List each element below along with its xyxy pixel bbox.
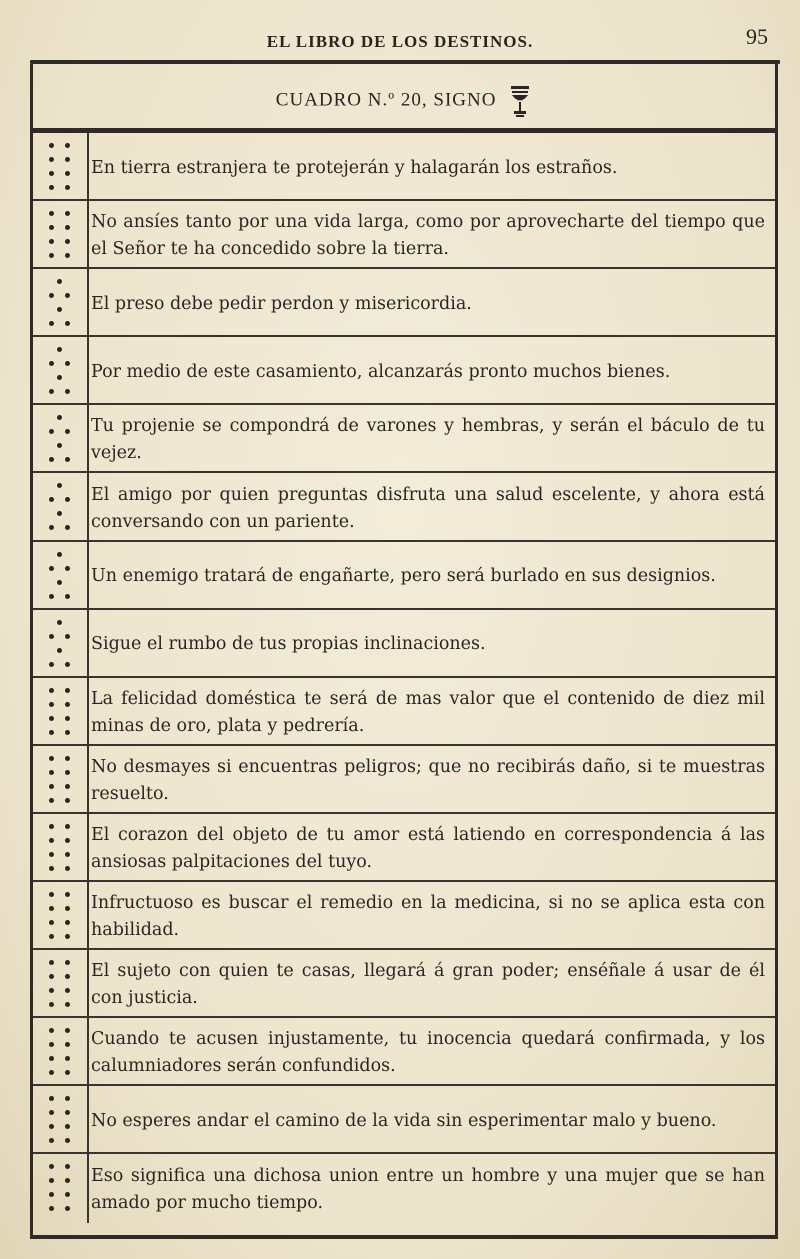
- table-row: [33, 201, 775, 269]
- oracle-answer: Un enemigo tratará de engañarte, pero será burlado en sus designios.: [91, 566, 716, 587]
- figure-dot: [65, 1042, 70, 1047]
- figure-dot: [57, 347, 62, 352]
- figure-dot: [65, 1110, 70, 1115]
- figure-dot: [49, 225, 54, 230]
- geomantic-figure: [33, 746, 89, 812]
- oracle-answer: El sujeto con quien te casas, llegará á gran poder; enséñale á usar de él con justicia.: [91, 961, 765, 1009]
- geomantic-figure: [33, 542, 89, 608]
- figure-dot: [49, 1124, 54, 1129]
- geomantic-figure: [33, 405, 89, 471]
- figure-dot: [49, 730, 54, 735]
- figure-dot: [49, 389, 54, 394]
- figure-dot: [65, 892, 70, 897]
- figure-dot: [49, 960, 54, 965]
- figure-dot: [65, 594, 70, 599]
- figure-dot: [49, 497, 54, 502]
- geomantic-figure: [33, 814, 89, 880]
- figure-dot: [49, 770, 54, 775]
- figure-dot: [49, 1164, 54, 1169]
- figure-dot: [65, 1002, 70, 1007]
- figure-dot: [49, 716, 54, 721]
- figure-dot: [65, 920, 70, 925]
- figure-dot: [65, 1206, 70, 1211]
- figure-dot: [65, 688, 70, 693]
- geomantic-figure: [33, 678, 89, 744]
- figure-dot: [49, 171, 54, 176]
- table-row: [33, 814, 775, 882]
- figure-dot: [57, 415, 62, 420]
- table-row: [33, 882, 775, 950]
- figure-dot: [49, 457, 54, 462]
- oracle-table: [30, 64, 778, 1239]
- figure-dot: [65, 824, 70, 829]
- figure-dot: [65, 293, 70, 298]
- oracle-answer: No esperes andar el camino de la vida sin esperimentar malo y bueno.: [91, 1110, 717, 1131]
- table-row: [33, 610, 775, 678]
- figure-dot: [49, 1070, 54, 1075]
- geomantic-figure: [33, 1086, 89, 1152]
- figure-dot: [49, 662, 54, 667]
- oracle-answer: El amigo por quien preguntas disfruta una salud escelente, y ahora está conversando con un pariente.: [91, 484, 765, 532]
- figure-dot: [49, 798, 54, 803]
- figure-dot: [49, 1042, 54, 1047]
- figure-dot: [65, 798, 70, 803]
- figure-dot: [49, 988, 54, 993]
- figure-dot: [57, 580, 62, 585]
- figure-dot: [65, 1028, 70, 1033]
- oracle-answer: Por medio de este casamiento, alcanzarás pronto muchos bienes.: [91, 361, 671, 382]
- figure-dot: [49, 143, 54, 148]
- figure-dot: [65, 389, 70, 394]
- figure-dot: [57, 483, 62, 488]
- figure-dot: [49, 239, 54, 244]
- oracle-answer: No desmayes si encuentras peligros; que no recibirás daño, si te muestras resuelto.: [91, 756, 765, 804]
- table-row: [33, 1086, 775, 1154]
- chalice-sign-icon: [508, 84, 532, 118]
- figure-dot: [49, 892, 54, 897]
- figure-dot: [49, 1178, 54, 1183]
- figure-dot: [49, 1056, 54, 1061]
- figure-dot: [49, 1002, 54, 1007]
- figure-dot: [65, 225, 70, 230]
- figure-dot: [57, 511, 62, 516]
- figure-dot: [65, 143, 70, 148]
- figure-dot: [65, 974, 70, 979]
- figure-dot: [65, 321, 70, 326]
- figure-dot: [57, 648, 62, 653]
- figure-dot: [65, 702, 70, 707]
- figure-dot: [49, 756, 54, 761]
- table-row: [33, 269, 775, 337]
- table-row: [33, 950, 775, 1018]
- figure-dot: [49, 688, 54, 693]
- figure-dot: [49, 702, 54, 707]
- figure-dot: [49, 920, 54, 925]
- oracle-answer: Cuando te acusen injustamente, tu inocencia quedará confirmada, y los calumniadores serán confundidos.: [91, 1029, 765, 1077]
- figure-dot: [65, 171, 70, 176]
- figure-dot: [65, 253, 70, 258]
- figure-dot: [49, 253, 54, 258]
- figure-dot: [65, 566, 70, 571]
- table-row: [33, 746, 775, 814]
- geomantic-figure: [33, 133, 89, 199]
- figure-dot: [49, 361, 54, 366]
- figure-dot: [65, 866, 70, 871]
- figure-dot: [65, 770, 70, 775]
- oracle-answer: Sigue el rumbo de tus propias inclinaciones.: [91, 634, 486, 655]
- geomantic-figure: [33, 473, 89, 539]
- geomantic-figure: [33, 950, 89, 1016]
- figure-dot: [65, 716, 70, 721]
- figure-dot: [65, 852, 70, 857]
- figure-dot: [57, 279, 62, 284]
- figure-dot: [49, 1028, 54, 1033]
- figure-dot: [57, 620, 62, 625]
- figure-dot: [49, 934, 54, 939]
- figure-dot: [65, 1070, 70, 1075]
- figure-dot: [49, 594, 54, 599]
- figure-dot: [57, 307, 62, 312]
- table-row: [33, 133, 775, 201]
- figure-dot: [65, 1124, 70, 1129]
- figure-dot: [65, 497, 70, 502]
- figure-dot: [65, 361, 70, 366]
- figure-dot: [65, 634, 70, 639]
- figure-dot: [65, 662, 70, 667]
- figure-dot: [65, 988, 70, 993]
- figure-dot: [65, 1138, 70, 1143]
- figure-dot: [65, 157, 70, 162]
- oracle-answer: La felicidad doméstica te será de mas valor que el contenido de diez mil minas de oro, plata y pedrería.: [91, 688, 765, 736]
- oracle-answer: Eso significa una dichosa union entre un hombre y una mujer que se han amado por mucho tiempo.: [91, 1166, 765, 1214]
- geomantic-figure: [33, 337, 89, 403]
- table-heading: [33, 84, 775, 118]
- figure-dot: [49, 852, 54, 857]
- figure-dot: [49, 906, 54, 911]
- figure-dot: [65, 838, 70, 843]
- figure-dot: [49, 1206, 54, 1211]
- figure-dot: [49, 321, 54, 326]
- figure-dot: [49, 1096, 54, 1101]
- figure-dot: [49, 974, 54, 979]
- figure-dot: [65, 934, 70, 939]
- table-row: [33, 1154, 775, 1222]
- table-row: [33, 473, 775, 541]
- figure-dot: [49, 838, 54, 843]
- table-row: [33, 337, 775, 405]
- table-row: [33, 1018, 775, 1086]
- figure-dot: [49, 824, 54, 829]
- figure-dot: [49, 211, 54, 216]
- figure-dot: [65, 1192, 70, 1197]
- figure-dot: [49, 157, 54, 162]
- table-row: [33, 405, 775, 473]
- figure-dot: [57, 375, 62, 380]
- figure-dot: [49, 1110, 54, 1115]
- oracle-answer: El preso debe pedir perdon y misericordia.: [91, 293, 472, 314]
- figure-dot: [65, 756, 70, 761]
- oracle-answer: Tu projenie se compondrá de varones y hembras, y serán el báculo de tu vejez.: [91, 416, 765, 464]
- table-rows: [33, 133, 775, 1223]
- figure-dot: [65, 429, 70, 434]
- geomantic-figure: [33, 201, 89, 267]
- figure-dot: [65, 960, 70, 965]
- figure-dot: [65, 730, 70, 735]
- oracle-answer: En tierra estranjera te protejerán y halagarán los estraños.: [91, 157, 618, 178]
- figure-dot: [65, 211, 70, 216]
- figure-dot: [65, 239, 70, 244]
- figure-dot: [57, 443, 62, 448]
- figure-dot: [49, 525, 54, 530]
- figure-dot: [49, 293, 54, 298]
- figure-dot: [49, 866, 54, 871]
- figure-dot: [65, 1178, 70, 1183]
- figure-dot: [65, 525, 70, 530]
- geomantic-figure: [33, 610, 89, 676]
- figure-dot: [49, 1192, 54, 1197]
- table-row: [33, 542, 775, 610]
- running-head: [0, 24, 800, 58]
- table-row: [33, 678, 775, 746]
- table-heading-text: CUADRO N.º 20, SIGNO: [275, 89, 497, 111]
- figure-dot: [49, 185, 54, 190]
- figure-dot: [65, 457, 70, 462]
- figure-dot: [49, 429, 54, 434]
- geomantic-figure: [33, 882, 89, 948]
- figure-dot: [49, 1138, 54, 1143]
- geomantic-figure: [33, 269, 89, 335]
- figure-dot: [49, 566, 54, 571]
- figure-dot: [65, 1096, 70, 1101]
- page-number: 95: [746, 24, 768, 49]
- oracle-answer: El corazon del objeto de tu amor está latiendo en correspondencia á las ansiosas palpitaciones del tuyo.: [91, 824, 765, 872]
- figure-dot: [57, 552, 62, 557]
- figure-dot: [65, 185, 70, 190]
- figure-dot: [65, 1164, 70, 1169]
- figure-dot: [65, 1056, 70, 1061]
- geomantic-figure: [33, 1018, 89, 1084]
- oracle-answer: No ansíes tanto por una vida larga, como por aprovecharte del tiempo que el Señor te ha concedido sobre la tierra.: [91, 212, 765, 260]
- figure-dot: [65, 784, 70, 789]
- figure-dot: [65, 906, 70, 911]
- geomantic-figure: [33, 1154, 89, 1222]
- oracle-answer: Infructuoso es buscar el remedio en la medicina, si no se aplica esta con habilidad.: [91, 893, 765, 941]
- figure-dot: [49, 784, 54, 789]
- running-title: EL LIBRO DE LOS DESTINOS.: [266, 32, 534, 51]
- figure-dot: [49, 634, 54, 639]
